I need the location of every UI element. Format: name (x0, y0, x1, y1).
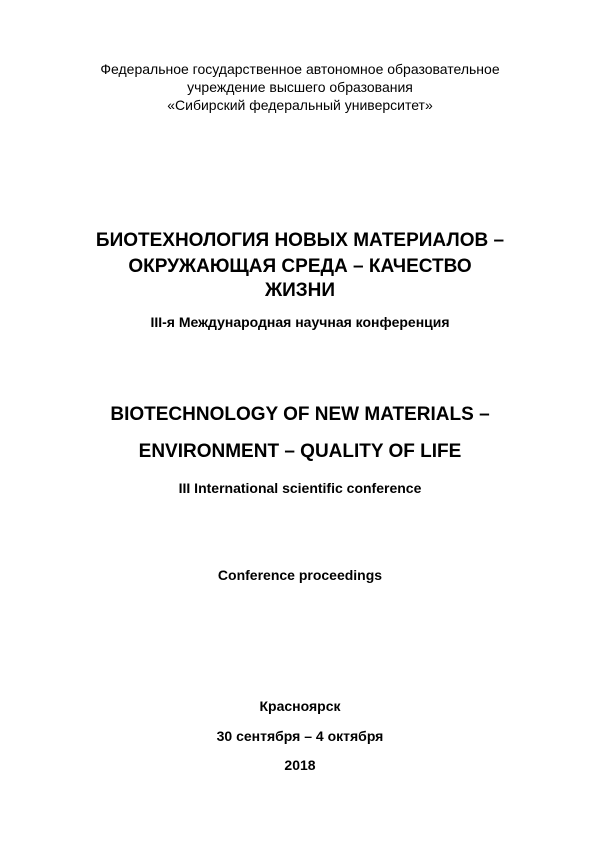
proceedings-label: Conference proceedings (217, 567, 383, 583)
subtitle-ru: III-я Международная научная конференция (150, 314, 450, 330)
footer-year: 2018 (284, 757, 316, 773)
footer-city: Красноярск (259, 698, 341, 714)
institution-line-2: учреждение высшего образования (187, 79, 413, 95)
subtitle-en: III International scientific conference (178, 480, 422, 496)
footer-dates: 30 сентября – 4 октября (216, 728, 384, 744)
title-ru-line-2: ОКРУЖАЮЩАЯ СРЕДА – КАЧЕСТВО (128, 256, 472, 277)
title-en-line-2: ENVIRONMENT – QUALITY OF LIFE (138, 441, 462, 462)
institution-line-1: Федеральное государственное автономное образовательное (100, 61, 500, 77)
title-ru-line-1: БИОТЕХНОЛОГИЯ НОВЫХ МАТЕРИАЛОВ – (95, 230, 505, 251)
institution-line-3: «Сибирский федеральный университет» (167, 97, 433, 113)
title-en-line-1: BIOTECHNOLOGY OF NEW MATERIALS – (110, 404, 490, 425)
title-ru-line-3: ЖИЗНИ (264, 280, 336, 301)
